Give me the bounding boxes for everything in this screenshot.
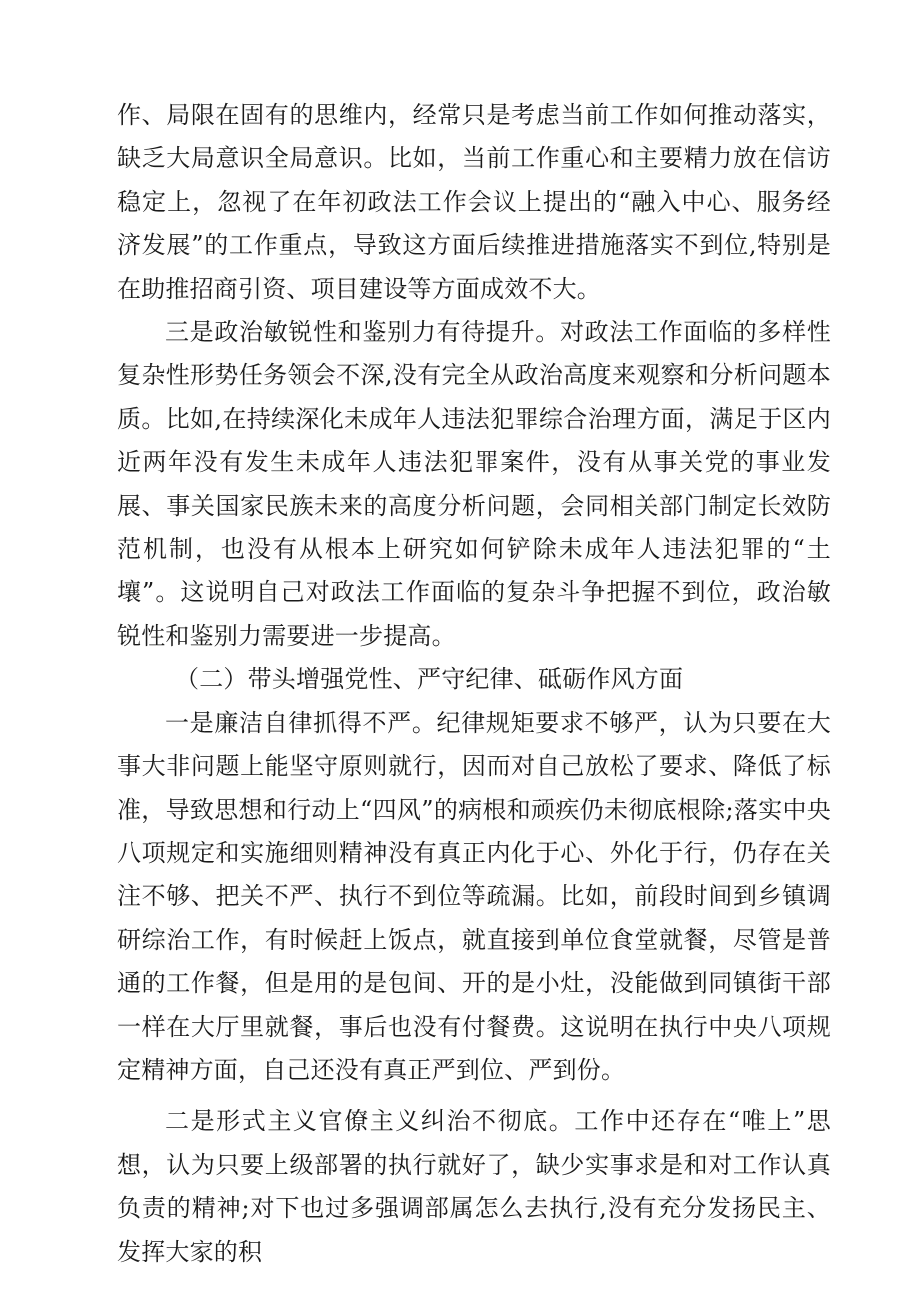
paragraph-political-sensitivity: 三是政治敏锐性和鉴别力有待提升。对政法工作面临的多样性复杂性形势任务领会不深,没有完全从政治高度来观察和分析问题本质。比如,在持续深化未成年人违法犯罪综合治理方面，满足于区内近两年没有发生未成年人违法犯罪案件，没有从事关党的事业发展、事关国家民族未来的高度分析问题，会同相关部门制定长效防范机制，也没有从根本上研究如何铲除未成年人违法犯罪的“土壤”。这说明自己对政法工作面临的复杂斗争把握不到位，政治敏锐性和鉴别力需要进一步提高。 bbox=[117, 318, 831, 650]
section-heading: （二）带头增强党性、严守纪律、砥砺作风方面 bbox=[175, 665, 684, 694]
paragraph-integrity-self-discipline: 一是廉洁自律抓得不严。纪律规矩要求不够严，认为只要在大事大非问题上能坚守原则就行，因而对自己放松了要求、降低了标准，导致思想和行动上“四风”的病根和顽疾仍未彻底根除;落实中央八项规定和实施细则精神没有真正内化于心、外化于行，仍存在关注不够、把关不严、执行不到位等疏漏。比如，前段时间到乡镇调研综治工作，有时候赶上饭点，就直接到单位食堂就餐，尽管是普通的工作餐，但是用的是包间、开的是小灶，没能做到同镇街干部一样在大厅里就餐，事后也没有付餐费。这说明在执行中央八项规定精神方面，自己还没有真正严到位、严到份。 bbox=[117, 708, 831, 1084]
paragraph-formalism-bureaucratism: 二是形式主义官僚主义纠治不彻底。工作中还存在“唯上”思想，认为只要上级部署的执行就好了，缺少实事求是和对工作认真负责的精神;对下也过多强调部属怎么去执行,没有充分发扬民主、发挥大家的积 bbox=[117, 1107, 831, 1266]
paragraph-continuation: 作、局限在固有的思维内，经常只是考虑当前工作如何推动落实，缺乏大局意识全局意识。比如，当前工作重心和主要精力放在信访稳定上，忽视了在年初政法工作会议上提出的“融入中心、服务经济发展”的工作重点，导致这方面后续推进措施落实不到位,特别是在助推招商引资、项目建设等方面成效不大。 bbox=[117, 101, 831, 303]
document-body bbox=[117, 94, 831, 1274]
